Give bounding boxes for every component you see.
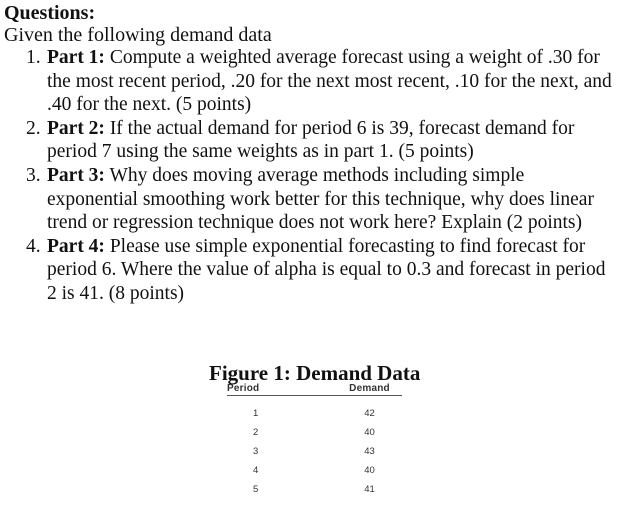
period-cell: 2 <box>253 427 259 438</box>
period-cell: 1 <box>253 408 259 419</box>
question-label: Part 2: <box>47 117 105 139</box>
demand-cell: 40 <box>364 427 375 438</box>
demand-cell: 43 <box>364 446 375 457</box>
table-row <box>227 404 402 423</box>
question-number: 2. <box>26 117 41 139</box>
period-cell: 3 <box>253 446 259 457</box>
question-text: Why does moving average methods including simple exponential smoothing work better for this technique, why does linear trend or regression technique does not work here? Explain (2 points) <box>47 164 594 234</box>
demand-cell: 42 <box>364 408 375 419</box>
question-list <box>26 46 616 306</box>
table-body <box>227 396 402 499</box>
column-header-demand: Demand <box>349 383 390 394</box>
table-header <box>227 382 402 396</box>
column-header-period: Period <box>227 383 260 394</box>
table-row <box>227 442 402 461</box>
question-text: Compute a weighted average forecast using a weight of .30 for the most recent period, .20 for the next most recent, .10 for the next, and .40 for the next. (5 points) <box>47 47 612 116</box>
demand-figure <box>209 361 424 495</box>
demand-table <box>227 382 402 499</box>
question-item <box>26 164 616 235</box>
period-cell: 5 <box>253 484 259 495</box>
demand-cell: 40 <box>364 465 375 476</box>
question-body <box>47 46 616 117</box>
question-label: Part 1: <box>47 47 105 68</box>
question-item <box>26 46 616 117</box>
question-body <box>47 117 616 164</box>
period-cell: 4 <box>253 465 259 476</box>
question-body <box>47 235 616 306</box>
table-row <box>227 461 402 480</box>
question-label: Part 4: <box>47 235 105 257</box>
intro-text: Given the following demand data <box>4 24 272 46</box>
question-label: Part 3: <box>47 164 105 186</box>
question-number: 3. <box>26 164 41 186</box>
question-text: If the actual demand for period 6 is 39, forecast demand for period 7 using the same weights as in part 1. (5 points) <box>47 117 575 163</box>
questions-heading: Questions: <box>4 2 96 24</box>
question-item <box>26 117 616 164</box>
demand-cell: 41 <box>364 484 375 495</box>
figure-caption: Figure 1: Demand Data <box>209 361 421 385</box>
question-item <box>26 235 616 306</box>
question-body <box>47 164 616 235</box>
question-text: Please use simple exponential forecasting to find forecast for period 6. Where the value of alpha is equal to 0.3 and forecast in period 2 is 41. (8 points) <box>47 235 606 304</box>
table-row <box>227 423 402 442</box>
question-number: 4. <box>26 235 41 257</box>
question-number: 1. <box>26 47 41 68</box>
table-row <box>227 480 402 499</box>
